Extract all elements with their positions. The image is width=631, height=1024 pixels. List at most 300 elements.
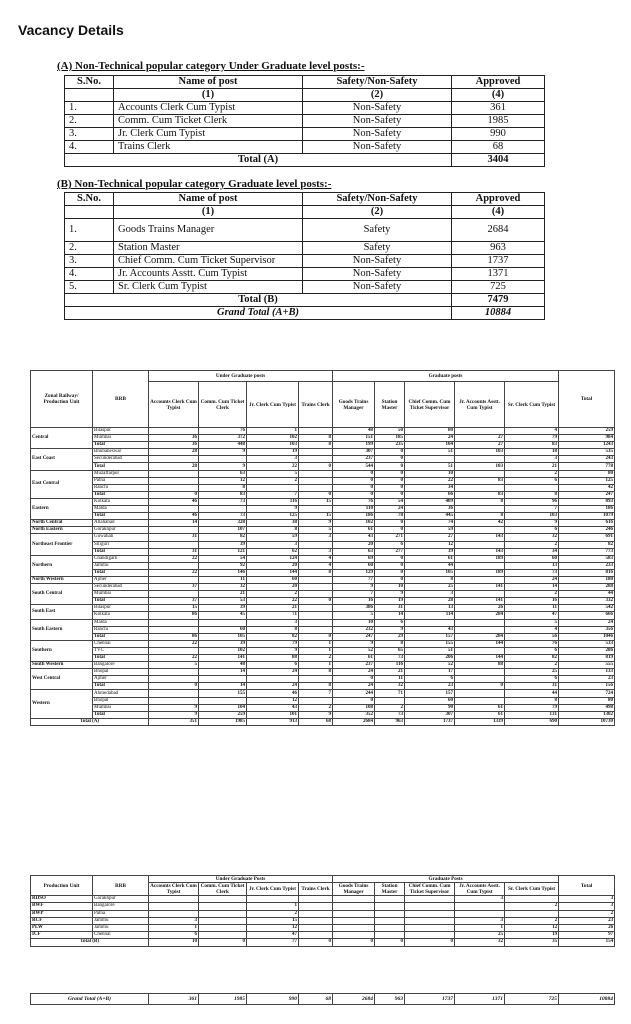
table-row [31, 591, 615, 598]
post-name-cell: Chief Comm. Cum Ticket Supervisor [114, 255, 303, 268]
value-cell [455, 647, 505, 654]
value-cell: 2 [299, 704, 333, 711]
value-cell: 23 [559, 676, 615, 683]
table-row [31, 477, 615, 484]
value-cell [405, 932, 455, 939]
value-cell: 14 [199, 683, 247, 690]
value-cell: 35 [505, 939, 559, 946]
value-cell: 5 [299, 527, 333, 534]
value-cell: 189 [455, 555, 505, 562]
rrb-cell: Bhopal [93, 697, 149, 704]
total-label: Total (A) [65, 154, 452, 167]
value-cell: 819 [559, 655, 615, 662]
value-cell: 0 [149, 491, 199, 498]
grand-value-cell: 990 [247, 994, 299, 1005]
value-cell: 144 [247, 569, 299, 576]
value-cell: 102 [333, 520, 375, 527]
zone-cell: South Central [31, 584, 93, 605]
value-cell: 44 [559, 591, 615, 598]
table-row [31, 669, 615, 676]
value-cell [375, 910, 405, 917]
table-row [31, 435, 615, 442]
value-cell: 5 [505, 619, 559, 626]
total-a-row [31, 718, 615, 725]
post-column-header: Trains Clerk [299, 883, 333, 896]
value-cell [455, 562, 505, 569]
value-cell: 7 [505, 506, 559, 513]
value-cell: 6 [375, 619, 405, 626]
section-b-table [64, 192, 545, 320]
value-cell: 445 [405, 513, 455, 520]
value-cell: 1 [247, 903, 299, 910]
value-cell [149, 456, 199, 463]
value-cell: 1079 [559, 513, 615, 520]
value-cell: 11 [505, 605, 559, 612]
value-cell: 60 [247, 576, 299, 583]
total-a-label: Total (A) [31, 718, 149, 725]
value-cell: 82 [559, 541, 615, 548]
table-row [31, 932, 615, 939]
unit-cell: ICF [31, 932, 93, 939]
page-title: Vacancy Details [18, 22, 124, 38]
value-cell [149, 690, 199, 697]
value-cell: 498 [559, 704, 615, 711]
table-row [31, 541, 615, 548]
value-cell [299, 484, 333, 491]
value-cell [333, 896, 375, 903]
sub-1: (1) [114, 89, 303, 102]
approved-cell: 2684 [452, 219, 545, 242]
value-cell: 23 [405, 683, 455, 690]
value-cell [375, 932, 405, 939]
value-cell: 6 [505, 477, 559, 484]
table-row [31, 506, 615, 513]
total-b-row [31, 939, 615, 946]
value-cell: 9 [333, 584, 375, 591]
value-cell: 69 [333, 555, 375, 562]
table-row [31, 924, 615, 931]
value-cell: 24 [375, 506, 405, 513]
value-cell: 13 [505, 562, 559, 569]
value-cell: 62 [247, 548, 299, 555]
post-column-header: Jr. Accounts Asstt. Cum Typist [455, 883, 505, 896]
value-cell: 0 [375, 463, 405, 470]
value-cell: 28 [405, 598, 455, 605]
value-cell [299, 612, 333, 619]
grand-value-cell: 1985 [199, 994, 247, 1005]
grand-total-row [65, 307, 545, 320]
rrb-cell: Total [93, 633, 149, 640]
value-cell: 146 [199, 569, 247, 576]
value-cell: 110 [333, 506, 375, 513]
value-cell [455, 506, 505, 513]
value-cell: 8 [299, 569, 333, 576]
post-name-cell: Jr. Accounts Asstt. Cum Typist [114, 268, 303, 281]
value-cell: 7 [333, 591, 375, 598]
value-cell: 125 [247, 513, 299, 520]
value-cell: 10 [333, 619, 375, 626]
post-column-header: Jr. Clerk Cum Typist [247, 382, 299, 428]
value-cell: 1 [299, 662, 333, 669]
value-cell: 0 [299, 633, 333, 640]
table-row [31, 576, 615, 583]
value-cell: 104 [199, 704, 247, 711]
value-cell [455, 470, 505, 477]
value-cell: 2 [505, 591, 559, 598]
value-cell [455, 619, 505, 626]
value-cell: 46 [149, 498, 199, 505]
value-cell: 82 [199, 534, 247, 541]
zone-cell: South East [31, 605, 93, 619]
value-cell: 4 [299, 562, 333, 569]
value-cell: 9 [199, 463, 247, 470]
zone-cell: South Eastern [31, 619, 93, 640]
value-cell: 9 [149, 704, 199, 711]
value-cell: 108 [333, 704, 375, 711]
value-cell: 3 [247, 619, 299, 626]
value-cell: 14 [505, 584, 559, 591]
value-cell [375, 917, 405, 924]
value-cell [455, 690, 505, 697]
value-cell: 0 [333, 697, 375, 704]
value-cell: 9 [247, 647, 299, 654]
value-cell [375, 903, 405, 910]
value-cell [405, 456, 455, 463]
value-cell: 82 [505, 655, 559, 662]
value-cell: 0 [375, 456, 405, 463]
zone-cell: Northern [31, 555, 93, 576]
post-column-header: Accounts Clerk Cum Typist [149, 382, 199, 428]
value-cell: 36 [149, 442, 199, 449]
value-cell: 121 [199, 548, 247, 555]
value-cell: 31 [505, 683, 559, 690]
value-cell [375, 896, 405, 903]
value-cell [149, 506, 199, 513]
value-cell: 4 [505, 626, 559, 633]
value-cell: 77 [247, 939, 299, 946]
col-post: Name of post [114, 193, 303, 206]
value-cell [299, 924, 333, 931]
value-cell: 2 [247, 477, 299, 484]
value-cell: 7 [247, 491, 299, 498]
sub-empty [65, 206, 114, 219]
value-cell: 2 [505, 662, 559, 669]
table-row [31, 470, 615, 477]
col-safety: Safety/Non-Safety [303, 193, 452, 206]
value-cell: 616 [559, 520, 615, 527]
value-cell: 44 [505, 690, 559, 697]
value-cell: 18 [505, 449, 559, 456]
table-row [31, 655, 615, 662]
rrb-cell: Chandigarh [93, 555, 149, 562]
value-cell [405, 619, 455, 626]
value-cell: 66 [405, 491, 455, 498]
grand-value-cell: 963 [375, 994, 405, 1005]
table-row [31, 562, 615, 569]
value-cell: 141 [455, 598, 505, 605]
grand-value-cell: 361 [149, 994, 199, 1005]
value-cell [299, 605, 333, 612]
value-cell: 42 [455, 520, 505, 527]
value-cell: 3 [455, 917, 505, 924]
value-cell: 61 [333, 527, 375, 534]
value-cell [299, 910, 333, 917]
value-cell: 19 [505, 932, 559, 939]
value-cell: 544 [333, 463, 375, 470]
value-cell: 5 [149, 662, 199, 669]
rrb-cell: Patna [93, 910, 149, 917]
value-cell: 533 [559, 640, 615, 647]
value-cell: 246 [559, 527, 615, 534]
value-cell: 34 [405, 484, 455, 491]
value-cell: 46 [149, 513, 199, 520]
value-cell: 143 [455, 534, 505, 541]
value-cell: 12 [405, 541, 455, 548]
value-cell: 141 [455, 584, 505, 591]
rrb-header: RRB [93, 371, 149, 428]
value-cell: 816 [559, 569, 615, 576]
value-cell [199, 917, 247, 924]
sno-cell: 2. [65, 242, 114, 255]
col-sno: S.No. [65, 76, 114, 89]
value-cell: 913 [247, 718, 299, 725]
post-column-header: Station Master [375, 883, 405, 896]
value-cell: 12 [247, 697, 299, 704]
value-cell: 52 [333, 647, 375, 654]
value-cell [299, 456, 333, 463]
value-cell [149, 477, 199, 484]
table-row [65, 242, 545, 255]
value-cell: 24 [333, 683, 375, 690]
grand-value-cell: 10884 [559, 994, 615, 1005]
value-cell [149, 697, 199, 704]
value-cell [149, 541, 199, 548]
value-cell: 61 [455, 704, 505, 711]
value-cell: 61 [405, 555, 455, 562]
rrb-cell: Total [93, 442, 149, 449]
value-cell: 15 [149, 605, 199, 612]
production-table-wrap [30, 875, 614, 947]
value-cell: 233 [559, 562, 615, 569]
value-cell: 16 [505, 598, 559, 605]
rrb-cell: Bilaspur [93, 605, 149, 612]
value-cell [199, 896, 247, 903]
value-cell [299, 932, 333, 939]
rrb-cell: Ranchi [93, 484, 149, 491]
value-cell: 47 [247, 932, 299, 939]
sno-cell: 4. [65, 268, 114, 281]
value-cell: 50 [375, 428, 405, 435]
unit-cell: RWF [31, 903, 93, 910]
value-cell: 9 [247, 506, 299, 513]
value-cell: 0 [333, 477, 375, 484]
value-cell [455, 903, 505, 910]
value-cell: 53 [199, 598, 247, 605]
value-cell: 2 [505, 541, 559, 548]
value-cell: 0 [375, 449, 405, 456]
value-cell [455, 456, 505, 463]
value-cell: 2 [299, 655, 333, 662]
value-cell: 690 [505, 718, 559, 725]
rrb-cell: Bhopal [93, 669, 149, 676]
value-cell: 189 [455, 569, 505, 576]
rrb-cell: Bangalore [93, 903, 149, 910]
value-cell: 0 [375, 555, 405, 562]
value-cell [333, 917, 375, 924]
value-cell [149, 484, 199, 491]
value-cell: 1046 [559, 633, 615, 640]
value-cell [299, 903, 333, 910]
zone-cell: Eastern [31, 498, 93, 519]
value-cell [149, 591, 199, 598]
value-cell: 102 [247, 435, 299, 442]
value-cell [149, 619, 199, 626]
value-cell: 116 [247, 498, 299, 505]
value-cell: 8 [247, 626, 299, 633]
value-cell [299, 619, 333, 626]
value-cell [333, 932, 375, 939]
table-row [65, 102, 545, 115]
value-cell: 76 [333, 498, 375, 505]
production-unit-table [30, 875, 615, 947]
value-cell: 186 [333, 513, 375, 520]
value-cell [149, 562, 199, 569]
value-cell: 9 [375, 591, 405, 598]
sno-cell: 1. [65, 102, 114, 115]
value-cell: 24 [559, 619, 615, 626]
value-cell [149, 576, 199, 583]
value-cell: 6 [505, 676, 559, 683]
post-column-header: Sr. Clerk Cum Typist [505, 883, 559, 896]
value-cell: 259 [559, 428, 615, 435]
col-post: Name of post [114, 76, 303, 89]
value-cell: 83 [455, 491, 505, 498]
table-row [31, 640, 615, 647]
value-cell: 71 [247, 612, 299, 619]
value-cell: 22 [149, 555, 199, 562]
total-value: 7479 [452, 294, 545, 307]
value-cell: 9 [505, 520, 559, 527]
value-cell [199, 456, 247, 463]
table-row [31, 612, 615, 619]
value-cell: 51 [405, 463, 455, 470]
value-cell: 48 [199, 662, 247, 669]
value-cell: 6 [375, 541, 405, 548]
value-cell: 76 [199, 428, 247, 435]
value-cell [149, 903, 199, 910]
value-cell: 20 [247, 562, 299, 569]
value-cell [333, 910, 375, 917]
rrb-cell: Total [93, 569, 149, 576]
value-cell: 773 [559, 548, 615, 555]
value-cell: 74 [405, 520, 455, 527]
value-cell: 3 [247, 541, 299, 548]
table-row [31, 619, 615, 626]
value-cell [299, 917, 333, 924]
post-name-cell: Goods Trains Manager [114, 219, 303, 242]
value-cell: 60 [199, 626, 247, 633]
value-cell: 51 [405, 647, 455, 654]
value-cell: 1 [299, 647, 333, 654]
post-column-header: Jr. Accounts Asstt. Cum Typist [455, 382, 505, 428]
value-cell: 14 [375, 612, 405, 619]
value-cell: 36 [405, 506, 455, 513]
value-cell: 328 [199, 520, 247, 527]
value-cell [405, 924, 455, 931]
value-cell: 71 [375, 690, 405, 697]
zone-cell: West Central [31, 669, 93, 690]
value-cell: 10730 [559, 718, 615, 725]
value-cell: 32 [455, 939, 505, 946]
approved-cell: 963 [452, 242, 545, 255]
value-cell: 6 [247, 662, 299, 669]
table-row [31, 896, 615, 903]
value-cell [199, 910, 247, 917]
value-cell: 26 [559, 924, 615, 931]
value-cell: 83 [455, 477, 505, 484]
value-cell: 0 [375, 520, 405, 527]
value-cell [455, 676, 505, 683]
section-a-title: (A) Non-Technical popular category Under Graduate level posts:- [57, 60, 365, 72]
value-cell: 25 [455, 932, 505, 939]
value-cell: 83 [505, 442, 559, 449]
value-cell: 14 [149, 520, 199, 527]
table-row [65, 281, 545, 294]
approved-cell: 1737 [452, 255, 545, 268]
value-cell [333, 924, 375, 931]
value-cell: 9 [199, 449, 247, 456]
value-cell: 284 [455, 612, 505, 619]
table-row [31, 584, 615, 591]
value-cell: 76 [505, 640, 559, 647]
value-cell [505, 910, 559, 917]
value-cell [455, 576, 505, 583]
total-row [65, 294, 545, 307]
value-cell: 448 [199, 442, 247, 449]
value-cell: 54 [199, 555, 247, 562]
value-cell [199, 903, 247, 910]
value-cell [199, 697, 247, 704]
table-row [31, 917, 615, 924]
value-cell: 133 [559, 669, 615, 676]
value-cell: 26 [455, 605, 505, 612]
rrb-cell: Ajmer [93, 576, 149, 583]
value-cell: 0 [375, 562, 405, 569]
value-cell: 21 [505, 463, 559, 470]
value-cell: 88 [455, 662, 505, 669]
value-cell: 8 [505, 697, 559, 704]
safety-cell: Non-Safety [303, 128, 452, 141]
value-cell: 24 [247, 683, 299, 690]
table-row [31, 484, 615, 491]
value-cell: 0 [149, 683, 199, 690]
value-cell: 1 [455, 924, 505, 931]
value-cell: 46 [247, 690, 299, 697]
post-column-header: Goods Trains Manager [333, 883, 375, 896]
value-cell: 105 [199, 633, 247, 640]
rrb-cell: Muzaffarpur [93, 470, 149, 477]
post-column-header: Station Master [375, 382, 405, 428]
table-row [31, 711, 615, 718]
value-cell: 332 [559, 598, 615, 605]
value-cell: 32 [505, 534, 559, 541]
value-cell: 96 [505, 498, 559, 505]
table-row [31, 491, 615, 498]
sno-cell: 4. [65, 141, 114, 154]
value-cell [247, 484, 299, 491]
value-cell: 59 [247, 534, 299, 541]
sub-4: (4) [452, 89, 545, 102]
